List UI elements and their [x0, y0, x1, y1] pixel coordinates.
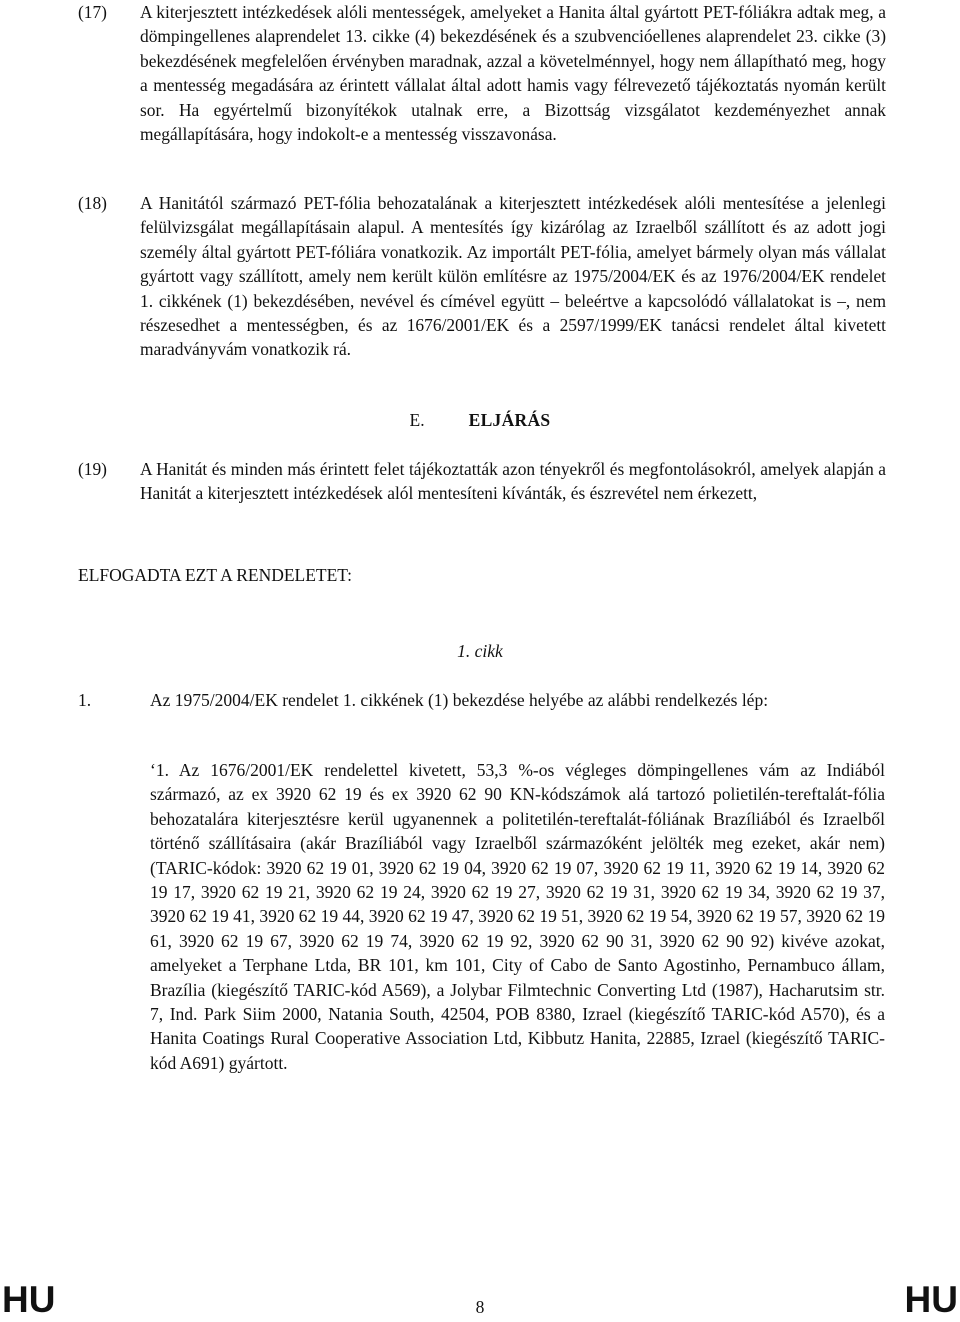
article-point-1: [78, 688, 886, 712]
recital-number: (19): [78, 459, 107, 479]
recital-text: A kiterjesztett intézkedések alóli mentességek, amelyeket a Hanita által gyártott PET-fóliákra adtak meg, a dömpingellenes alaprendelet 13. cikke (4) bekezdésének és a szubvencióellenes alaprendelet 23. cikke (3) bekezdésének megfelelően érvényben maradnak, azzal a követelménnyel, hogy nem állapítható meg, hogy a mentesség megadására az érintett vállalat által adott hamis vagy félrevezető tájékoztatás nyomán került sor. Ha egyértelmű bizonyítékok utalnak erre, a Bizottság vizsgálatot kezdeményezhet annak megállapítására, hogy indokolt-e a mentesség visszavonása.: [140, 2, 886, 145]
point-text: Az 1975/2004/EK rendelet 1. cikkének (1) bekezdése helyébe az alábbi rendelkezés lép:: [150, 690, 769, 710]
section-heading: [0, 410, 960, 431]
section-title: ELJÁRÁS: [468, 410, 551, 430]
page-number: 8: [475, 1297, 485, 1317]
recital-17: [78, 0, 886, 146]
point-number: 1.: [78, 690, 92, 710]
recital-text: A Hanitát és minden más érintett felet tájékoztatták azon tényekről és megfontolásokról, amelyek alapján a Hanitát a kiterjesztett intézkedések alól mentesíteni kívánták, és észrevétel nem érkezett,: [140, 459, 886, 504]
footer-language-right: HU: [904, 1279, 958, 1320]
quoted-provision: ‘1. Az 1676/2001/EK rendelettel kivetett, 53,3 %-os végleges dömpingellenes vám az Indiából származó, az ex 3920 62 19 és ex 3920 62 90 KN-kódszámok alá tartozó polietilén-tereftalát-fólia behozatalára kiterjesztésre kerül ugyanennek a politetilén-tereftalát-fóliának Brazíliából és Izraelből történő szállításaira (akár Brazíliából vagy Izraelből származóként jelölték meg ezeket, akár nem) (TARIC-kódok: 3920 62 19 01, 3920 62 19 04, 3920 62 19 07, 3920 62 19 11, 3920 62 19 14, 3920 62 19 17, 3920 62 19 21, 3920 62 19 24, 3920 62 19 27, 3920 62 19 31, 3920 62 19 34, 3920 62 19 37, 3920 62 19 41, 3920 62 19 44, 3920 62 19 47, 3920 62 19 51, 3920 62 19 54, 3920 62 19 57, 3920 62 19 61, 3920 62 19 67, 3920 62 19 74, 3920 62 19 92, 3920 62 90 31, 3920 62 90 92) kivéve azokat, amelyeket a Terphane Ltda, BR 101, km 101, City of Cabo de Santo Agostinho, Pernambuco állam, Brazília (kiegészítő TARIC-kód A569), a Jolybar Filmtechnic Converting Ltd (1987), Hacharutsim str. 7, Ind. Park Siim 2000, Natania South, 42504, POB 8380, Izrael (kiegészítő TARIC-kód A570), és a Hanita Coatings Rural Cooperative Association Ltd, Kibbutz Hanita, 22885, Izrael (kiegészítő TARIC-kód A691) gyártott.: [150, 760, 885, 1073]
recital-text: A Hanitától származó PET-fólia behozatalának a kiterjesztett intézkedések alóli mentesítése a jelenlegi felülvizsgálat megállapításain alapul. A mentesítés így kizárólag az Izraelből szállított és az adott jogi személy által gyártott PET-fóliára vonatkozik. Az importált PET-fólia, amelyet bármely olyan más vállalat gyártott vagy szállított, amely nem került külön említésre az 1975/2004/EK és az 1976/2004/EK rendelet 1. cikkének (1) bekezdésében, nevével és címével együtt – beleértve a kapcsolódó vállalatokat is –, nem részesedhet a mentességben, és az 1676/2001/EK és a 2597/1999/EK tanácsi rendelet által kivetett maradványvám vonatkozik rá.: [140, 193, 886, 360]
footer-language-left: HU: [2, 1279, 56, 1320]
recital-number: (17): [78, 2, 107, 22]
section-letter: E.: [409, 410, 425, 430]
recital-18: [78, 191, 886, 362]
adopted-statement: ELFOGADTA EZT A RENDELETET:: [78, 565, 352, 585]
recital-number: (18): [78, 193, 107, 213]
recital-19: [78, 457, 886, 506]
article-title: 1. cikk: [457, 641, 503, 661]
